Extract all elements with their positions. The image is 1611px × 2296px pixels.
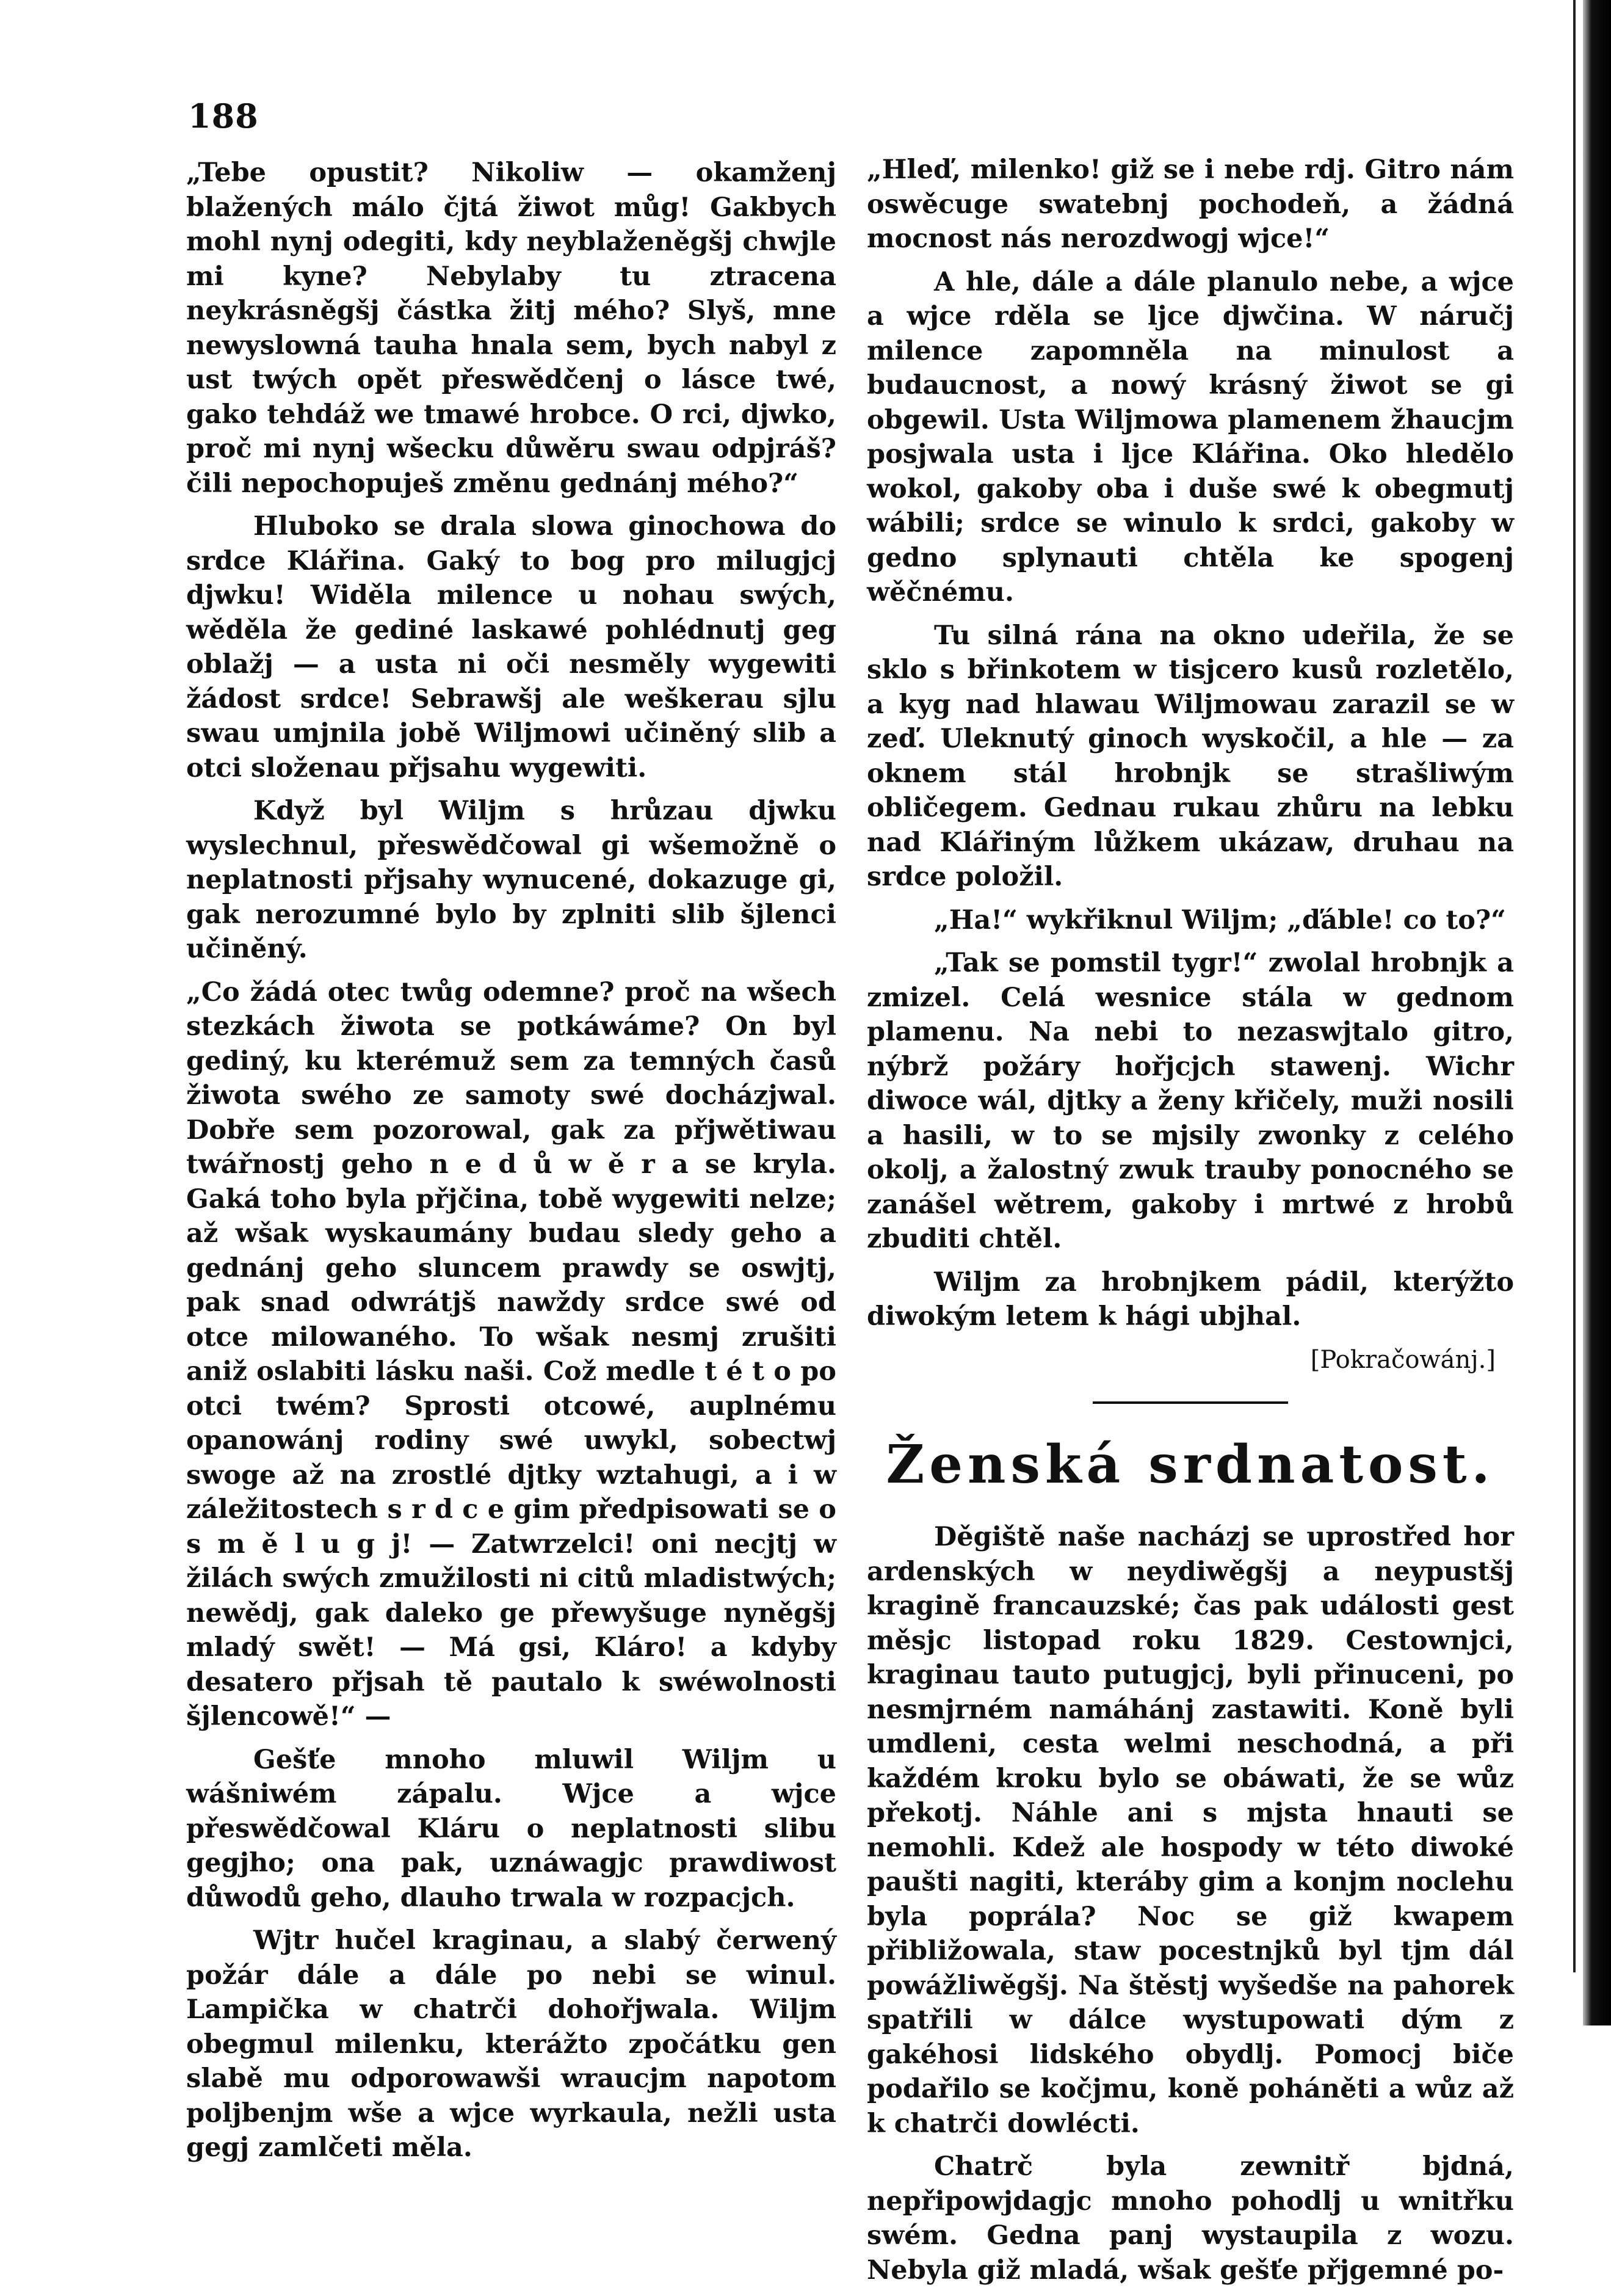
- paragraph: Hluboko se drala slowa ginochowa do srdce Klářina. Gaký to bog pro milugjcj djwku! Widěla milence u nohau swých, wěděla že gediné laskawé pohlédnutj geg oblažj — a usta ni oči nesměly wygewiti žádost srdce! Sebrawšj ale weškerau sjlu swau umjnila jobě Wiljmowi učiněný slib a otci složenau přjsahu wygewiti.: [186, 511, 836, 783]
- paragraph: Wjtr hučel kraginau, a slabý čerwený požár dále a dále po nebi se winul. Lampička w chatrči dohořjwala. Wiljm obegmul milenku, kterážto zpočátku gen slabě mu odporowawši wraucjm napotom poljbenjm wše a wjce wyrkaula, nežli usta gegj zamlčeti měla.: [186, 1925, 836, 2163]
- book-binding-edge: [1583, 0, 1611, 2025]
- left-column: [186, 156, 836, 2174]
- paragraph: Tu silná rána na okno udeřila, že se sklo s břinkotem w tisjcero kusů rozletělo, a kyg nad hlawau Wiljmowau zarazil se w zeď. Uleknutý ginoch wyskočil, a hle — za oknem stál hrobnjk se strašliwým obličegem. Gednau rukau zhůru na lebku nad Klářiným lůžkem ukázaw, druhau na srdce položil.: [867, 620, 1514, 892]
- paragraph: „Ha!“ wykřiknul Wiljm; „ďáble! co to?“: [934, 904, 1506, 935]
- paragraph: Když byl Wiljm s hrůzau djwku wyslechnul, přeswědčowal gi wšemožně o neplatnosti přjsahy wynucené, dokazuge gi, gak nerozumné bylo by zplniti slib šjlenci učiněný.: [186, 796, 836, 964]
- paragraph: A hle, dále a dále planulo nebe, a wjce a wjce rděla se ljce djwčina. W náručj milence zapomněla na minulost a budaucnost, a nowý krásný žiwot se gi obgewil. Usta Wiljmowa plamenem žhaucjm posjwala usta i ljce Klářina. Oko hledělo wokol, gakoby oba i duše swé k obegmutj wábili; srdce se winulo k srdci, gakoby w gedno splynauti chtěla ke spogenj wěčnému.: [867, 266, 1514, 608]
- right-column: [867, 153, 1514, 2296]
- paragraph: „Tak se pomstil tygr!“ zwolal hrobnjk a zmizel. Celá wesnice stála w gednom plamenu. Na nebi to nezaswjtalo gitro, nýbrž požáry hořjcjch stawenj. Wichr diwoce wál, djtky a ženy křičely, muži nosili a hasili, w to se mjsily zwonky z celého okolj, a žalostný zwuk trauby ponocného se zanášel wětrem, gakoby i mrtwé z hrobů zbuditi chtěl.: [867, 948, 1514, 1254]
- paragraph: Wiljm za hrobnjkem pádil, kterýžto diwokým letem k hági ubjhal.: [867, 1266, 1514, 1332]
- paragraph: Chatrč byla zewnitř bjdná, nepřipowjdagjc mnoho pohodlj u wnitřku swém. Gedna panj wystaupila z wozu. Nebyla giž mladá, wšak gešťe přjgemné po-: [867, 2151, 1514, 2286]
- section-body: [867, 1520, 1514, 2287]
- continuation-note: [Pokračowánj.]: [1310, 1345, 1496, 1374]
- page-number: 188: [188, 96, 259, 136]
- section-title: Ženská srdnatost.: [886, 1434, 1495, 1495]
- section-divider: [1093, 1401, 1288, 1404]
- paragraph: „Tebe opustit? Nikoliw — okamženj blažených málo čjtá žiwot můg! Gakbych mohl nynj odegiti, kdy neyblaženěgšj chwjle mi kyne? Nebylaby tu ztracena neykrásněgšj částka žitj mého? Slyš, mne newyslowná tauha hnala sem, bych nabyl z ust twých opět přeswědčenj o lásce twé, gako tehdáž we tmawé hrobce. O rci, djwko, proč mi nynj wšecku důwěru swau odpjráš? čili nepochopuješ změnu gednánj mého?“: [186, 158, 836, 499]
- paragraph: Děgiště naše nacházj se uprostřed hor ardenských w neydiwěgšj a neypustšj kragině francauzské; čas pak události gest měsjc listopad roku 1829. Cestownjci, kraginau tauto putugjcj, byli přinuceni, po nesmjrném namáhánj zastawiti. Koně byli umdleni, cesta welmi neschodná, a při každém kroku bylo se obáwati, že se wůz překotj. Náhle ani s mjsta hnauti se nemohli. Kdež ale hospody w této diwoké paušti nagiti, kteráby gim a konjm noclehu byla poprála? Noc se giž kwapem přibližowala, staw pocestnjků byl tjm dál powážliwěgšj. Na štěstj wyšedše na pahorek spatřili w dálce wystupowati dým z gakéhosi lidského obydlj. Pomocj biče podařilo se kočjmu, koně poháněti a wůz až k chatrči dowlécti.: [867, 1522, 1514, 2139]
- paragraph: „Co žádá otec twůg odemne? proč na wšech stezkách žiwota se potkáwáme? On byl gediný, ku kterémuž sem za temných časů žiwota swého ze samoty swé docházjwal. Dobře sem pozorowal, gak za přjwětiwau twářnostj geho n e d ů w ě r a se kryla. Gaká toho byla přjčina, tobě wygewiti nelze; až wšak wyskaumány budau sledy geho a gednánj geho sluncem prawdy se oswjtj, pak snad odwrátjš nawždy srdce swé od otce milowaného. To wšak nesmj zrušiti aniž oslabiti lásku naši. Což medle t é t o po otci twém? Sprosti otcowé, auplnému opanowánj rodiny swé uwykl, sobectwj swoge až na zrostlé djtky wztahugi, a i w záležitostech s r d c e gim předpisowati se o s m ě l u g j! — Zatwrzelci! oni necjtj w žilách swých zmužilosti ni citů mladistwých; newědj, gak daleko ge přewyšuge nyněgšj mladý swět! — Má gsi, Kláro! a kdyby desatero přjsah tě pautalo k swéwolnosti šjlencowě!“ —: [186, 976, 836, 1732]
- binding-shadow-line: [1573, 0, 1576, 1972]
- paragraph: Gešťe mnoho mluwil Wiljm u wášniwém zápalu. Wjce a wjce přeswědčowal Kláru o neplatnosti slibu gegjho; ona pak, uznáwagjc prawdiwost důwodů geho, dlauho trwala w rozpacjch.: [186, 1744, 836, 1913]
- paragraph: „Hleď, milenko! giž se i nebe rdj. Gitro nám oswěcuge swatebnj pochodeň, a žádná mocnost nás nerozdwogj wjce!“: [867, 154, 1514, 254]
